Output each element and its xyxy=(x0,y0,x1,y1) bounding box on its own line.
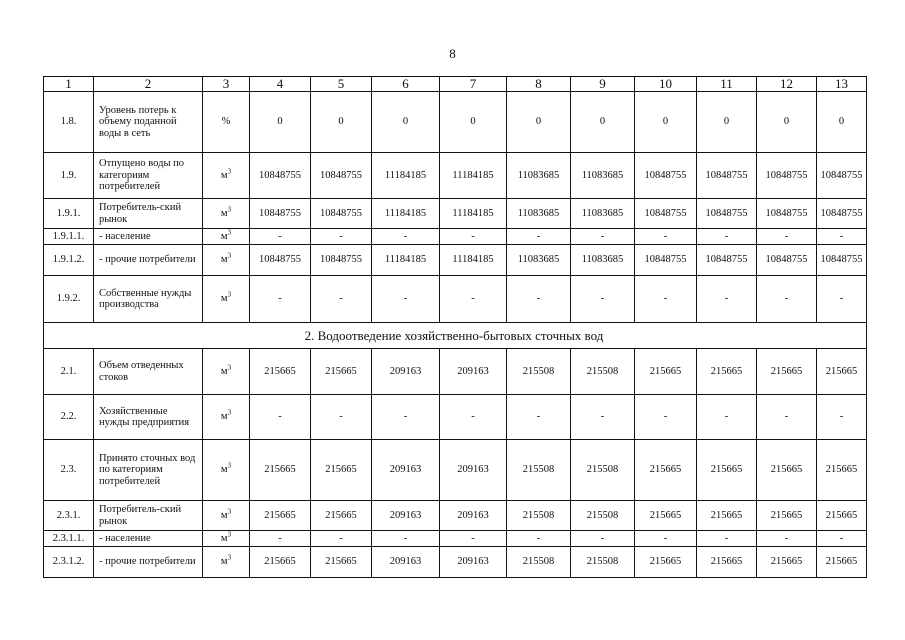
value-cell: - xyxy=(571,229,635,245)
value-cell: 0 xyxy=(507,92,571,153)
value-cell: 215508 xyxy=(507,349,571,395)
value-cell: 11184185 xyxy=(440,153,507,199)
row-name-cell: Собственные нужды производства xyxy=(94,276,203,323)
value-cell: 0 xyxy=(571,92,635,153)
value-cell: 215665 xyxy=(311,349,372,395)
value-cell: 215665 xyxy=(697,547,757,578)
value-cell: 215665 xyxy=(635,349,697,395)
value-cell: 11083685 xyxy=(571,199,635,229)
value-cell: - xyxy=(250,229,311,245)
column-header-cell: 6 xyxy=(372,77,440,92)
value-cell: - xyxy=(757,395,817,440)
unit-superscript: 3 xyxy=(227,290,232,299)
row-name-cell: Хозяйственные нужды предприятия xyxy=(94,395,203,440)
table-row xyxy=(44,395,867,440)
page-number: 8 xyxy=(449,46,456,61)
value-cell: 215665 xyxy=(311,440,372,501)
value-cell: - xyxy=(372,531,440,547)
value-cell: - xyxy=(697,395,757,440)
row-name-cell: Принято сточных вод по категориям потребителей xyxy=(94,440,203,501)
value-cell: 0 xyxy=(311,92,372,153)
value-cell: - xyxy=(507,276,571,323)
value-cell: - xyxy=(311,395,372,440)
value-cell: - xyxy=(507,229,571,245)
row-number-cell: 1.9.1.2. xyxy=(44,245,94,276)
column-header-cell: 1 xyxy=(44,77,94,92)
value-cell: 11184185 xyxy=(372,245,440,276)
value-cell: 11083685 xyxy=(507,199,571,229)
column-header-cell: 13 xyxy=(817,77,867,92)
table-row xyxy=(44,349,867,395)
value-cell: - xyxy=(571,531,635,547)
unit-superscript: 3 xyxy=(227,530,232,539)
value-cell: 209163 xyxy=(372,501,440,531)
value-cell: 215665 xyxy=(697,501,757,531)
unit-cell: $м^3$ xyxy=(203,531,250,547)
unit-cell: $м^3$ xyxy=(203,276,250,323)
value-cell: 215508 xyxy=(571,501,635,531)
value-cell: 10848755 xyxy=(250,199,311,229)
unit-superscript: 3 xyxy=(227,363,232,372)
column-header-cell: 2 xyxy=(94,77,203,92)
value-cell: 209163 xyxy=(372,547,440,578)
column-header-cell: 7 xyxy=(440,77,507,92)
value-cell: - xyxy=(372,229,440,245)
value-cell: - xyxy=(817,531,867,547)
unit-cell: $м^3$ xyxy=(203,349,250,395)
table-row xyxy=(44,440,867,501)
value-cell: 10848755 xyxy=(697,199,757,229)
value-cell: 215665 xyxy=(311,547,372,578)
row-number-cell: 1.8. xyxy=(44,92,94,153)
column-header-cell: 12 xyxy=(757,77,817,92)
value-cell: 209163 xyxy=(440,547,507,578)
unit-cell: $м^3$ xyxy=(203,395,250,440)
column-header-cell: 8 xyxy=(507,77,571,92)
value-cell: 215665 xyxy=(757,501,817,531)
value-cell: - xyxy=(757,276,817,323)
row-number-cell: 2.1. xyxy=(44,349,94,395)
value-cell: 215665 xyxy=(757,349,817,395)
value-cell: 10848755 xyxy=(817,153,867,199)
value-cell: 10848755 xyxy=(757,153,817,199)
value-cell: 11083685 xyxy=(571,245,635,276)
row-number-cell: 2.3.1.2. xyxy=(44,547,94,578)
row-number-cell: 2.3.1. xyxy=(44,501,94,531)
value-cell: - xyxy=(635,395,697,440)
value-cell: - xyxy=(635,531,697,547)
value-cell: - xyxy=(507,531,571,547)
value-cell: 11184185 xyxy=(440,245,507,276)
value-cell: 10848755 xyxy=(635,245,697,276)
row-name-cell: Уровень потерь к объему поданной воды в сеть xyxy=(94,92,203,153)
table-row xyxy=(44,501,867,531)
table-row xyxy=(44,531,867,547)
value-cell: - xyxy=(440,229,507,245)
value-cell: 10848755 xyxy=(250,153,311,199)
column-header-cell: 10 xyxy=(635,77,697,92)
value-cell: 10848755 xyxy=(311,153,372,199)
value-cell: 215508 xyxy=(571,547,635,578)
unit-cell: $м^3$ xyxy=(203,229,250,245)
value-cell: - xyxy=(311,229,372,245)
section-header-row xyxy=(44,323,867,349)
unit-cell: $м^3$ xyxy=(203,245,250,276)
value-cell: 215665 xyxy=(757,440,817,501)
row-name-cell: - прочие потребители xyxy=(94,547,203,578)
row-number-cell: 1.9.1. xyxy=(44,199,94,229)
row-name-cell: - население xyxy=(94,531,203,547)
value-cell: 10848755 xyxy=(697,245,757,276)
row-name-cell: Отпущено воды по категориям потребителей xyxy=(94,153,203,199)
unit-superscript: 3 xyxy=(227,251,232,260)
value-cell: - xyxy=(817,395,867,440)
value-cell: 0 xyxy=(440,92,507,153)
row-number-cell: 1.9.2. xyxy=(44,276,94,323)
value-cell: 11184185 xyxy=(372,199,440,229)
value-cell: 10848755 xyxy=(311,199,372,229)
value-cell: - xyxy=(571,276,635,323)
table-row xyxy=(44,229,867,245)
unit-superscript: 3 xyxy=(227,228,232,237)
unit-superscript: 3 xyxy=(227,507,232,516)
value-cell: 215508 xyxy=(507,547,571,578)
value-cell: 215665 xyxy=(250,501,311,531)
value-cell: 215508 xyxy=(507,501,571,531)
value-cell: - xyxy=(311,531,372,547)
value-cell: 0 xyxy=(817,92,867,153)
value-cell: - xyxy=(507,395,571,440)
value-cell: - xyxy=(372,276,440,323)
value-cell: 215665 xyxy=(697,440,757,501)
value-cell: 209163 xyxy=(440,349,507,395)
table-row xyxy=(44,199,867,229)
value-cell: 215665 xyxy=(817,349,867,395)
value-cell: 10848755 xyxy=(757,245,817,276)
value-cell: - xyxy=(440,395,507,440)
row-number-cell: 1.9.1.1. xyxy=(44,229,94,245)
table-row xyxy=(44,92,867,153)
value-cell: 10848755 xyxy=(311,245,372,276)
value-cell: - xyxy=(250,395,311,440)
column-header-cell: 9 xyxy=(571,77,635,92)
unit-cell: $м^3$ xyxy=(203,501,250,531)
row-name-cell: Потребитель-ский рынок xyxy=(94,199,203,229)
unit-cell: $м^3$ xyxy=(203,153,250,199)
column-header-cell: 11 xyxy=(697,77,757,92)
value-cell: - xyxy=(635,276,697,323)
value-cell: 215665 xyxy=(635,440,697,501)
value-cell: 0 xyxy=(250,92,311,153)
value-cell: 10848755 xyxy=(250,245,311,276)
value-cell: 11184185 xyxy=(372,153,440,199)
value-cell: 215665 xyxy=(250,349,311,395)
value-cell: - xyxy=(817,229,867,245)
value-cell: 0 xyxy=(697,92,757,153)
section-title: 2. Водоотведение хозяйственно-бытовых сточных вод xyxy=(44,323,867,349)
column-header-cell: 5 xyxy=(311,77,372,92)
value-cell: 215665 xyxy=(250,440,311,501)
value-cell: 10848755 xyxy=(635,199,697,229)
unit-superscript: 3 xyxy=(227,167,232,176)
column-header-cell: 3 xyxy=(203,77,250,92)
table-row xyxy=(44,547,867,578)
value-cell: - xyxy=(440,276,507,323)
value-cell: 209163 xyxy=(440,501,507,531)
data-table xyxy=(43,76,867,578)
table-row xyxy=(44,245,867,276)
value-cell: - xyxy=(757,531,817,547)
value-cell: 215508 xyxy=(507,440,571,501)
value-cell: 10848755 xyxy=(697,153,757,199)
value-cell: 215665 xyxy=(250,547,311,578)
row-name-cell: - прочие потребители xyxy=(94,245,203,276)
unit-cell: $м^3$ xyxy=(203,547,250,578)
unit-superscript: 3 xyxy=(227,461,232,470)
value-cell: 215665 xyxy=(757,547,817,578)
row-name-cell: Объем отведенных стоков xyxy=(94,349,203,395)
value-cell: 215665 xyxy=(817,440,867,501)
value-cell: 215665 xyxy=(635,501,697,531)
row-number-cell: 2.3. xyxy=(44,440,94,501)
value-cell: 11083685 xyxy=(507,153,571,199)
unit-cell: % xyxy=(203,92,250,153)
unit-superscript: 3 xyxy=(227,205,232,214)
value-cell: - xyxy=(571,395,635,440)
row-number-cell: 1.9. xyxy=(44,153,94,199)
value-cell: - xyxy=(817,276,867,323)
value-cell: 0 xyxy=(372,92,440,153)
value-cell: 10848755 xyxy=(635,153,697,199)
value-cell: 11184185 xyxy=(440,199,507,229)
value-cell: - xyxy=(757,229,817,245)
value-cell: 0 xyxy=(635,92,697,153)
row-number-cell: 2.3.1.1. xyxy=(44,531,94,547)
table-row xyxy=(44,276,867,323)
value-cell: - xyxy=(440,531,507,547)
unit-cell: $м^3$ xyxy=(203,199,250,229)
value-cell: 10848755 xyxy=(817,199,867,229)
unit-cell: $м^3$ xyxy=(203,440,250,501)
value-cell: 215665 xyxy=(697,349,757,395)
value-cell: - xyxy=(311,276,372,323)
value-cell: 215508 xyxy=(571,440,635,501)
value-cell: 0 xyxy=(757,92,817,153)
value-cell: 215665 xyxy=(817,501,867,531)
value-cell: 209163 xyxy=(372,440,440,501)
table-header-row xyxy=(44,77,867,92)
value-cell: 215665 xyxy=(311,501,372,531)
unit-superscript: 3 xyxy=(227,408,232,417)
row-number-cell: 2.2. xyxy=(44,395,94,440)
value-cell: 209163 xyxy=(440,440,507,501)
value-cell: 215508 xyxy=(571,349,635,395)
value-cell: 10848755 xyxy=(757,199,817,229)
value-cell: - xyxy=(635,229,697,245)
value-cell: - xyxy=(697,276,757,323)
table-row xyxy=(44,153,867,199)
value-cell: 215665 xyxy=(635,547,697,578)
value-cell: 215665 xyxy=(817,547,867,578)
value-cell: 209163 xyxy=(372,349,440,395)
value-cell: - xyxy=(697,531,757,547)
value-cell: - xyxy=(250,276,311,323)
column-header-cell: 4 xyxy=(250,77,311,92)
value-cell: 10848755 xyxy=(817,245,867,276)
value-cell: 11083685 xyxy=(571,153,635,199)
unit-superscript: 3 xyxy=(227,553,232,562)
value-cell: - xyxy=(372,395,440,440)
row-name-cell: - население xyxy=(94,229,203,245)
value-cell: - xyxy=(697,229,757,245)
value-cell: - xyxy=(250,531,311,547)
value-cell: 11083685 xyxy=(507,245,571,276)
row-name-cell: Потребитель-ский рынок xyxy=(94,501,203,531)
